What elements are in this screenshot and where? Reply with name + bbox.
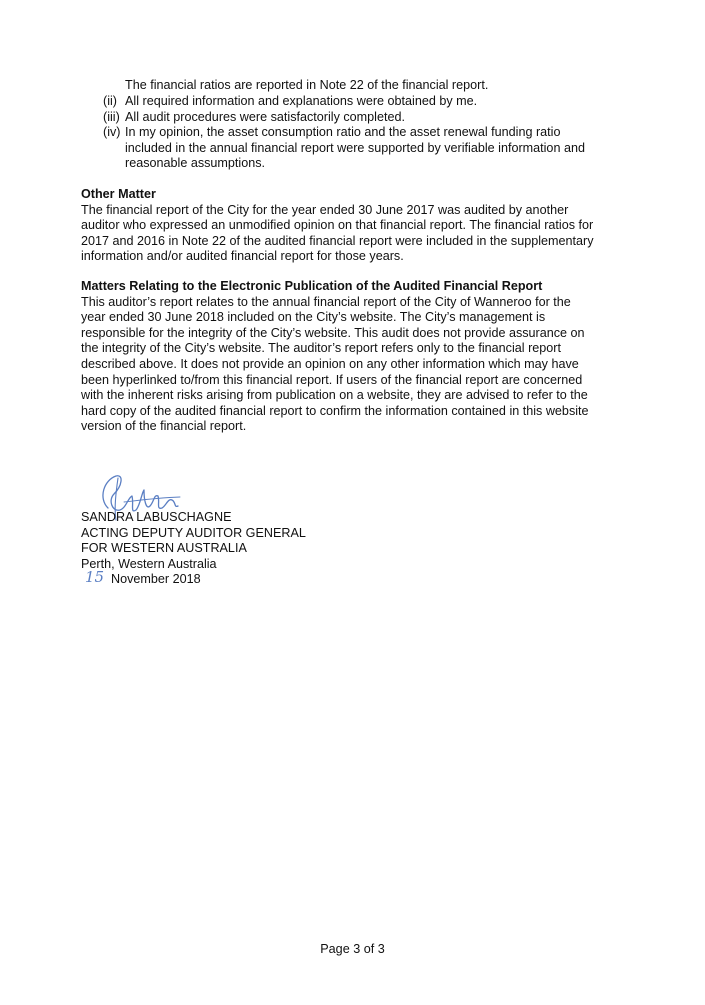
signatory-location: Perth, Western Australia [81, 556, 217, 571]
date-month-year: November 2018 [111, 572, 201, 587]
list-item [103, 94, 585, 110]
section-heading: Other Matter [81, 187, 156, 201]
paragraph-line: the integrity of the City’s website. The auditor’s report refers only to the financial report [81, 341, 561, 356]
list-item-text: All required information and explanations were obtained by me. [125, 94, 478, 108]
list-item-text-continued: included in the annual financial report were supported by verifiable information and [125, 140, 585, 155]
signatory-title: FOR WESTERN AUSTRALIA [81, 541, 247, 556]
page-number: Page 3 of 3 [320, 942, 385, 956]
section-heading: Matters Relating to the Electronic Publication of the Audited Financial Report [81, 279, 543, 293]
paragraph-line: auditor who expressed an unmodified opinion on that financial report. The financial ratios for [81, 218, 594, 233]
electronic-publication-section [81, 279, 589, 435]
paragraph-line: 2017 and 2016 in Note 22 of the audited financial report were included in the supplementary [81, 233, 594, 248]
paragraph-line: hard copy of the audited financial report to confirm the information contained in this website [81, 403, 589, 418]
other-matter-section [81, 187, 594, 265]
signatory-title: ACTING DEPUTY AUDITOR GENERAL [81, 525, 306, 540]
paragraph-line: described above. It does not provide an opinion on any other information which may have [81, 356, 579, 371]
list-item-text: In my opinion, the asset consumption ratio and the asset renewal funding ratio [125, 125, 561, 140]
paragraph-line: with the inherent risks arising from publication on a website, they are advised to refer to the [81, 388, 588, 403]
list-item-number: (iv) [103, 125, 121, 140]
list-item [103, 125, 585, 172]
paragraph-line: year ended 30 June 2018 included on the City’s website. The City’s management is [81, 310, 546, 325]
list-item-text-continued: reasonable assumptions. [125, 156, 266, 171]
paragraph-line: version of the financial report. [81, 419, 247, 434]
handwritten-day: 15 [85, 568, 105, 587]
ratios-note: The financial ratios are reported in Note 22 of the financial report. [125, 78, 489, 92]
paragraph-line: responsible for the integrity of the City’s website. This audit does not provide assurance on [81, 325, 585, 340]
signatory-name: SANDRA LABUSCHAGNE [81, 510, 232, 524]
signatory-block [81, 510, 306, 588]
list-item-text: All audit procedures were satisfactorily completed. [125, 109, 405, 124]
paragraph-line: This auditor’s report relates to the annual financial report of the City of Wanneroo for the [81, 294, 571, 309]
paragraph-line: been hyperlinked to/from this financial report. If users of the financial report are concerned [81, 372, 583, 387]
signature-date [81, 568, 306, 588]
list-item-number: (iii) [103, 109, 120, 124]
list-item [103, 110, 585, 126]
paragraph-line: information and/or audited financial report for those years. [81, 249, 404, 264]
paragraph-line: The financial report of the City for the year ended 30 June 2017 was audited by another [81, 202, 569, 217]
list-item-number: (ii) [103, 94, 117, 108]
audit-findings-list [103, 94, 585, 172]
